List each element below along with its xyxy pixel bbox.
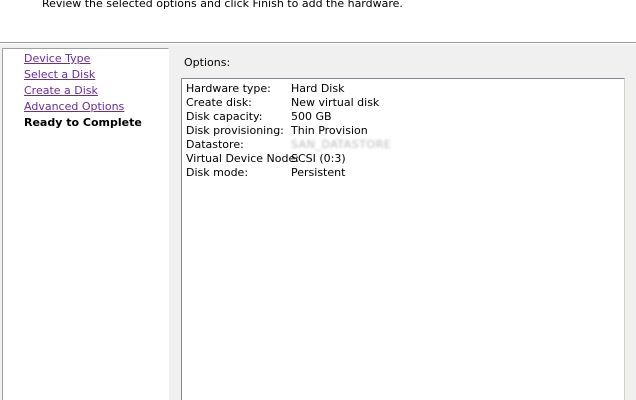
step-create-a-disk-link[interactable]: Create a Disk <box>24 84 98 97</box>
option-value: Thin Provision <box>291 124 368 137</box>
options-summary-box <box>181 78 625 400</box>
option-value: Persistent <box>291 166 346 179</box>
option-value: SCSI (0:3) <box>291 152 346 165</box>
step-advanced-options-link[interactable]: Advanced Options <box>24 100 125 113</box>
step-device-type-link[interactable]: Device Type <box>24 52 91 65</box>
window-right-edge <box>631 44 636 400</box>
option-key: Virtual Device Node: <box>186 152 299 165</box>
step-select-a-disk-link[interactable]: Select a Disk <box>24 68 96 81</box>
option-value: Hard Disk <box>291 82 345 95</box>
option-value: 500 GB <box>291 110 332 123</box>
option-value-redacted: SAN_DATASTORE <box>291 138 392 151</box>
option-key: Disk provisioning: <box>186 124 284 137</box>
step-ready-to-complete-current: Ready to Complete <box>24 116 142 129</box>
option-key: Create disk: <box>186 96 252 109</box>
header-description: Review the selected options and click Finish to add the hardware. <box>42 0 403 10</box>
wizard-steps-panel <box>2 48 169 400</box>
options-label: Options: <box>184 56 231 69</box>
option-key: Hardware type: <box>186 82 271 95</box>
option-key: Disk capacity: <box>186 110 263 123</box>
option-key: Disk mode: <box>186 166 249 179</box>
option-key: Datastore: <box>186 138 244 151</box>
wizard-header <box>0 0 636 42</box>
option-value: New virtual disk <box>291 96 380 109</box>
